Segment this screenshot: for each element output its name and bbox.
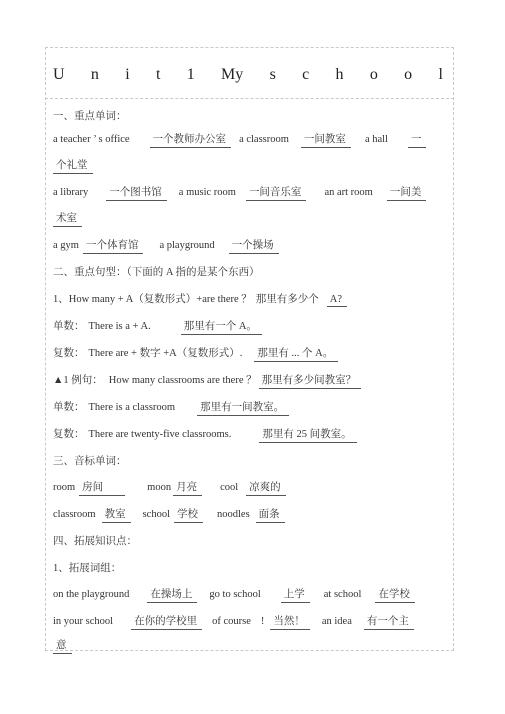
phonics-line-1 — [53, 479, 286, 496]
section-heading-3: 三、音标单词： — [53, 456, 127, 467]
extend-cn: 当然！ — [270, 613, 310, 630]
label: 单数： — [53, 402, 85, 413]
vocab-cn: 一个体育馆 — [83, 237, 144, 254]
pattern-en: There are + 数字 +A（复数形式）. — [88, 348, 243, 359]
vocab-cn: 一个教师办公室 — [150, 131, 232, 148]
pattern-singular — [53, 318, 262, 335]
vocab-en: a gym — [53, 240, 79, 251]
example-cn: 那里有 25 间教室。 — [259, 426, 356, 443]
extend-en: in your school — [53, 616, 114, 627]
phonics-en: cool — [220, 482, 239, 493]
phonics-cn: 月亮 — [173, 479, 202, 496]
vocab-cn: 一间音乐室 — [246, 184, 307, 201]
title-letter: o — [369, 66, 378, 83]
title-divider — [45, 98, 454, 99]
vocab-line-3 — [53, 237, 279, 254]
example-cn: 那里有一间教室。 — [197, 399, 289, 416]
title-letter: o — [404, 66, 413, 83]
vocab-cn: 一间美 — [387, 184, 427, 201]
phonics-en: room — [53, 482, 76, 493]
title-letter: My — [221, 66, 244, 83]
phonics-cn: 学校 — [174, 506, 203, 523]
phonics-en: moon — [147, 482, 172, 493]
extend-heading: 1、拓展词组： — [53, 563, 122, 574]
title-letter: l — [438, 66, 443, 83]
vocab-line-2 — [53, 184, 426, 201]
phonics-en: school — [142, 509, 170, 520]
title-letter: t — [155, 66, 161, 83]
extend-line-1 — [53, 586, 415, 603]
example-singular — [53, 399, 289, 416]
phonics-en: classroom — [53, 509, 96, 520]
phonics-cn: 面条 — [256, 506, 285, 523]
pattern-cn: 那里有 ... 个 A。 — [254, 345, 338, 362]
example-en: There is a classroom — [88, 402, 176, 413]
section-heading-2: 二、重点句型：（下面的 A 指的是某个东西） — [53, 267, 260, 278]
vocab-en: a teacher ’ s office — [53, 134, 130, 145]
vocab-line-1 — [53, 131, 426, 148]
pattern-question — [53, 291, 347, 307]
title-letter: c — [302, 66, 310, 83]
vocab-en: a music room — [178, 187, 236, 198]
pattern-plural — [53, 345, 338, 362]
vocab-en: a library — [53, 187, 89, 198]
extend-cn: 有一个主 — [364, 613, 414, 630]
title-letter: h — [335, 66, 344, 83]
label: 复数： — [53, 429, 85, 440]
phonics-cn: 凉爽的 — [246, 479, 286, 496]
vocab-en: a hall — [364, 134, 388, 145]
vocab-cn: 一个操场 — [229, 237, 279, 254]
vocab-cn: 一个图书馆 — [106, 184, 167, 201]
extend-en: at school — [323, 589, 362, 600]
example-cn: 那里有多少间教室？ — [259, 372, 362, 389]
title-letter: s — [269, 66, 276, 83]
pattern-en: 1、How many + A（复数形式）+are there ？ — [53, 294, 252, 305]
example-en: There are twenty-five classrooms. — [88, 429, 232, 440]
extend-en: of course — [212, 616, 251, 627]
extend-cn: 意 — [53, 637, 72, 654]
extend-line-2-wrap — [53, 637, 72, 654]
label: ▲1 例句： — [53, 375, 103, 386]
title-letter: i — [125, 66, 130, 83]
extend-punct: ! — [260, 616, 265, 627]
phonics-en: noodles — [217, 509, 250, 520]
extend-cn: 上学 — [281, 586, 310, 603]
extend-en: go to school — [209, 589, 261, 600]
vocab-cn: 一 — [408, 131, 427, 148]
phonics-line-2 — [53, 506, 285, 523]
title-letter: n — [90, 66, 99, 83]
title-letter: U — [53, 66, 65, 83]
example-plural — [53, 426, 357, 443]
section-heading-1: 一、重点单词： — [53, 111, 127, 122]
section-heading-4: 四、拓展知识点： — [53, 536, 137, 547]
title-letter: 1 — [186, 66, 195, 83]
vocab-en: a playground — [159, 240, 215, 251]
extend-cn: 在操场上 — [147, 586, 197, 603]
extend-cn: 在学校 — [375, 586, 415, 603]
example-question — [53, 372, 361, 389]
extend-en: an idea — [321, 616, 352, 627]
label: 单数： — [53, 321, 85, 332]
extend-en: on the playground — [53, 589, 130, 600]
vocab-cn: 一间教室 — [301, 131, 351, 148]
pattern-cn: 那里有一个 A。 — [181, 318, 262, 335]
vocab-line-1-wrap — [53, 157, 93, 174]
phonics-cn: 房间 — [79, 479, 125, 496]
pattern-en: There is a + A. — [88, 321, 151, 332]
pattern-cn: 那里有多少个 — [255, 294, 319, 305]
vocab-line-2-wrap — [53, 210, 82, 227]
vocab-en: an art room — [324, 187, 373, 198]
vocab-cn: 个礼堂 — [53, 157, 93, 174]
unit-title — [53, 60, 443, 90]
extend-line-2 — [53, 613, 414, 630]
phonics-cn: 教室 — [102, 506, 131, 523]
label: 复数： — [53, 348, 85, 359]
vocab-en: a classroom — [239, 134, 289, 145]
example-en: How many classrooms are there ？ — [108, 375, 257, 386]
pattern-cn-answer: A? — [327, 294, 347, 307]
vocab-cn: 术室 — [53, 210, 82, 227]
extend-cn: 在你的学校里 — [131, 613, 202, 630]
